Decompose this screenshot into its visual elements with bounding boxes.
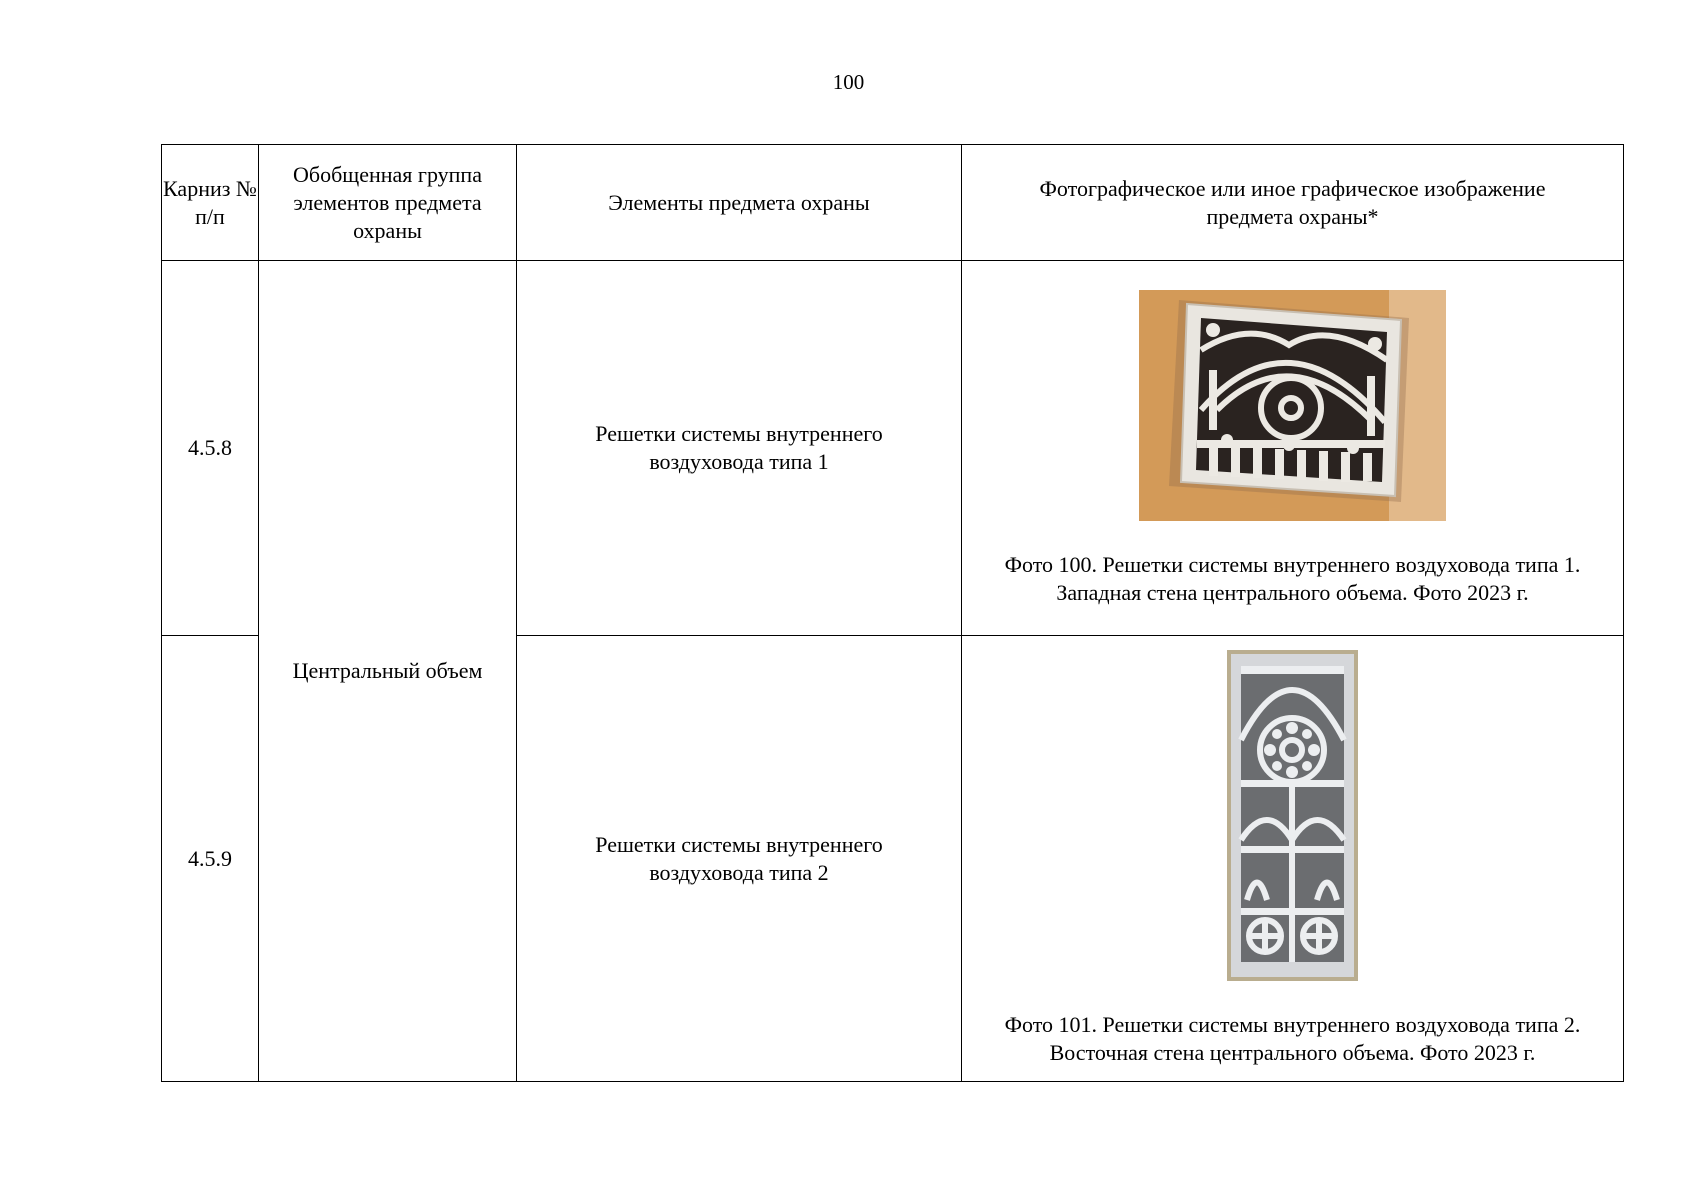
table-row — [162, 261, 1624, 636]
photo-grille-type-1 — [1139, 290, 1446, 521]
photo-cell — [962, 636, 1624, 1082]
element-cell: Решетки системы внутреннего воздуховода типа 2 — [517, 636, 962, 1082]
group-cell: Центральный объем — [259, 261, 517, 1082]
table-header-row — [162, 145, 1624, 261]
row-number: 4.5.9 — [162, 636, 259, 1082]
header-photo: Фотографическое или иное графическое изображение предмета охраны* — [962, 145, 1624, 261]
header-elements: Элементы предмета охраны — [517, 145, 962, 261]
photo-cell — [962, 261, 1624, 636]
header-number: Карниз № п/п — [162, 145, 259, 261]
photo-caption: Фото 100. Решетки системы внутреннего воздуховода типа 1. Западная стена центрального объема. Фото 2023 г. — [1004, 551, 1581, 605]
page-number: 100 — [832, 70, 865, 94]
header-group: Обобщенная группа элементов предмета охраны — [259, 145, 517, 261]
protection-table — [161, 144, 1624, 1082]
photo-caption: Фото 101. Решетки системы внутреннего воздуховода типа 2. Восточная стена центрального объема. Фото 2023 г. — [1004, 1012, 1581, 1065]
row-number: 4.5.8 — [162, 261, 259, 636]
photo-grille-type-2 — [1227, 650, 1358, 981]
element-cell: Решетки системы внутреннего воздуховода типа 1 — [517, 261, 962, 636]
